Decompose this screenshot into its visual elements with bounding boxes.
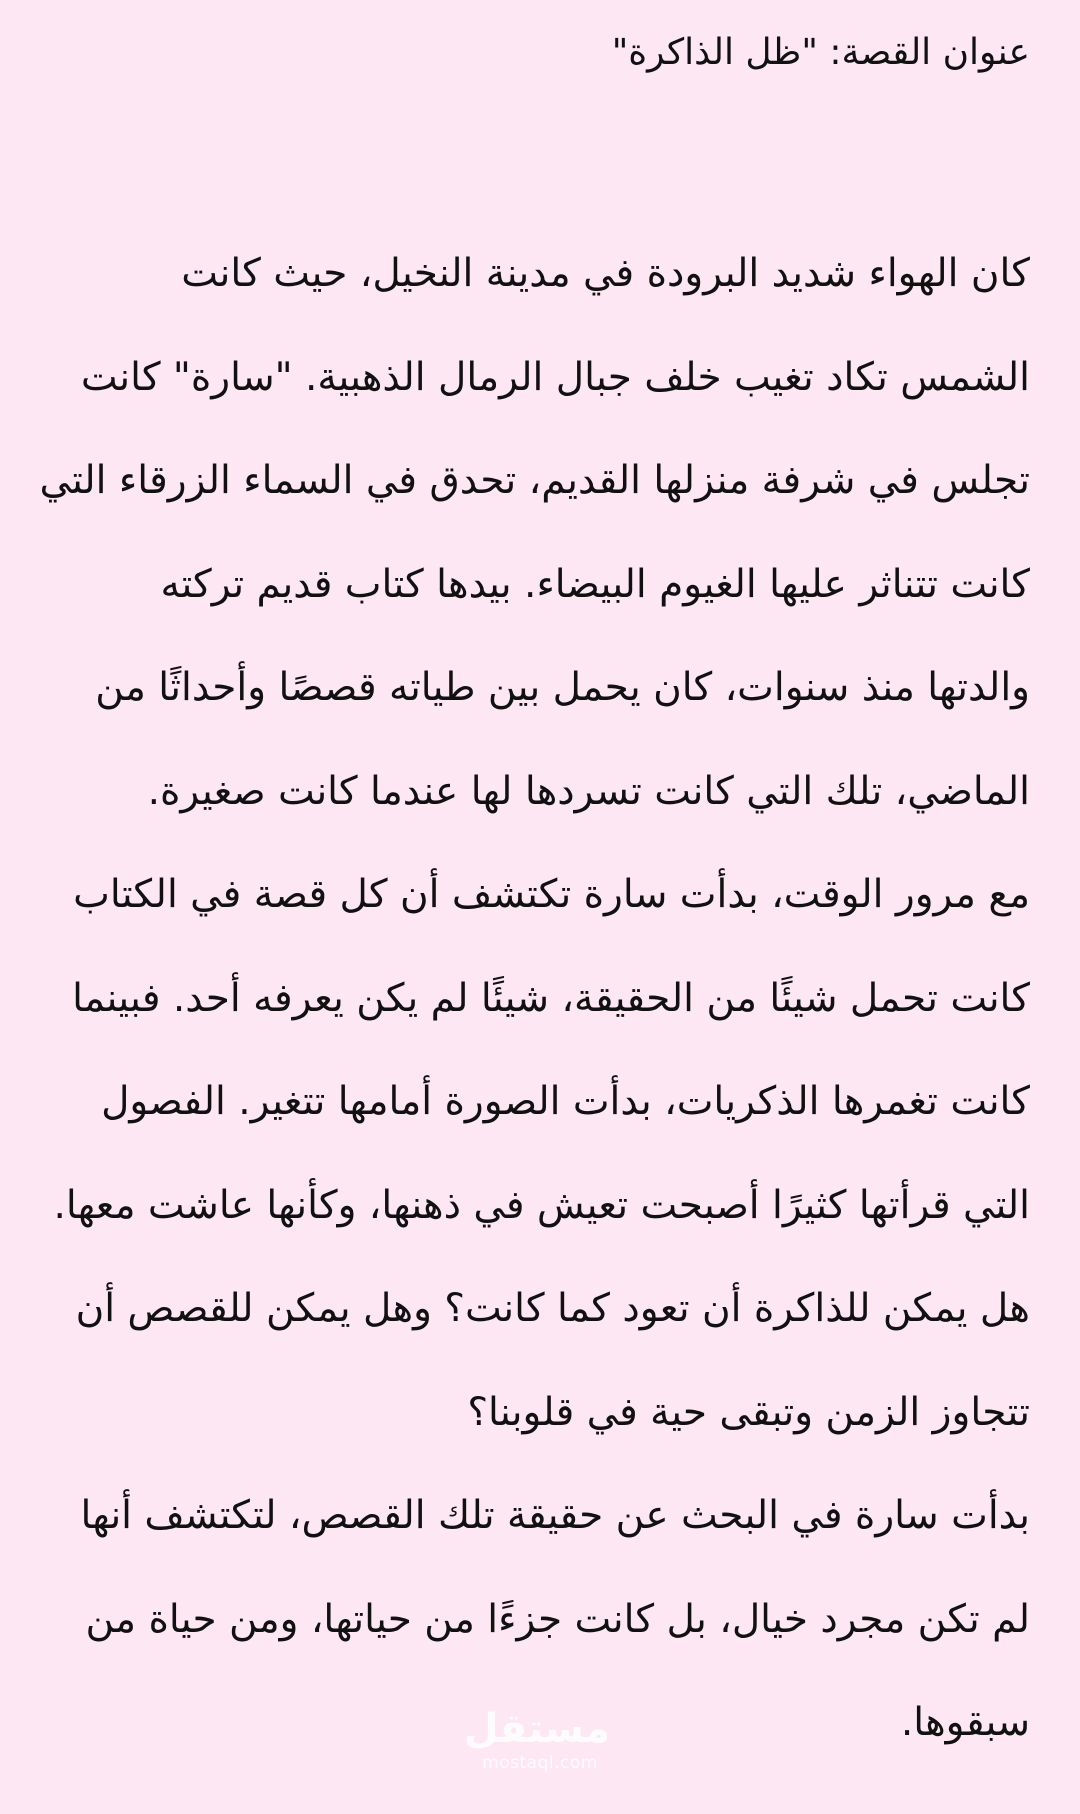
text-line: تتجاوز الزمن وتبقى حية في قلوبنا؟	[467, 1389, 1030, 1435]
watermark-domain: mostaql.com	[482, 1753, 598, 1773]
paragraph-1	[39, 222, 1030, 843]
story-body	[39, 222, 1030, 1775]
text-line: لم تكن مجرد خيال، بل كانت جزءًا من حياتها، ومن حياة من	[85, 1596, 1030, 1642]
text-line: تجلس في شرفة منزلها القديم، تحدق في السماء الزرقاء التي	[39, 458, 1030, 503]
text-line: التي قرأتها كثيرًا أصبحت تعيش في ذهنها، وكأنها عاشت معها.	[53, 1182, 1030, 1228]
mostaql-watermark	[463, 1706, 610, 1786]
text-line: والدتها منذ سنوات، كان يحمل بين طياته قصصًا وأحداثًا من	[95, 665, 1030, 710]
watermark-logo-text: مستقل	[463, 1706, 610, 1752]
text-line: كان الهواء شديد البرودة في مدينة النخيل، حيث كانت	[181, 251, 1030, 296]
story-title: عنوان القصة: "ظل الذاكرة"	[611, 32, 1030, 73]
paragraph-3	[50, 1257, 1030, 1464]
text-line: الشمس تكاد تغيب خلف جبال الرمال الذهبية. "سارة" كانت	[80, 354, 1030, 400]
paragraph-2	[50, 843, 1030, 1257]
text-line: كانت تتناثر عليها الغيوم البيضاء. بيدها كتاب قديم تركته	[160, 561, 1030, 607]
text-line: بدأت سارة في البحث عن حقيقة تلك القصص، لتكتشف أنها	[80, 1493, 1030, 1538]
text-line: كانت تغمرها الذكريات، بدأت الصورة أمامها تتغير. الفصول	[101, 1079, 1030, 1124]
text-line: الماضي، تلك التي كانت تسردها لها عندما كانت صغيرة.	[147, 768, 1030, 814]
text-line: كانت تحمل شيئًا من الحقيقة، شيئًا لم يكن يعرفه أحد. فبينما	[72, 975, 1030, 1021]
text-line: سبقوها.	[900, 1700, 1030, 1745]
text-line: مع مرور الوقت، بدأت سارة تكتشف أن كل قصة في الكتاب	[73, 872, 1030, 917]
text-line: هل يمكن للذاكرة أن تعود كما كانت؟ وهل يمكن للقصص أن	[75, 1286, 1030, 1331]
